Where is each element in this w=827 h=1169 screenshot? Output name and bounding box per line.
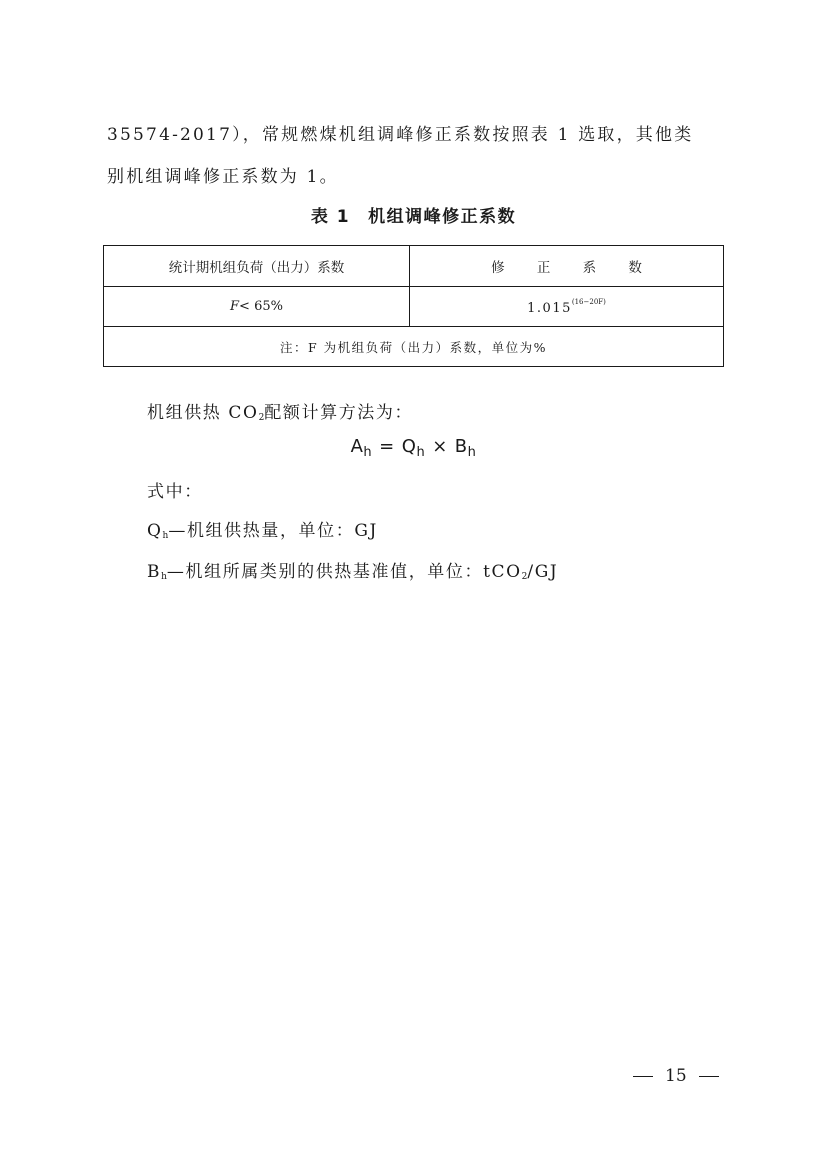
page-number-dash-right bbox=[699, 1076, 719, 1077]
paragraph-line-1: 35574-2017），常规燃煤机组调峰修正系数按照表 1 选取，其他类 bbox=[107, 125, 694, 145]
condition-rest: < 65% bbox=[239, 299, 283, 314]
table-title-number: 表 1 bbox=[310, 207, 351, 227]
bh-definition: $B_h—$机组所属类别的供热基准值，单位：tCO$_2$/GJ bbox=[147, 562, 559, 582]
formula: $A_h = Q_h \times B_h$ bbox=[350, 436, 477, 460]
coefficient-base: 1.015 bbox=[527, 300, 572, 316]
page-number: 15 bbox=[633, 1066, 719, 1086]
coefficient-exponent: (16−20F) bbox=[571, 297, 606, 306]
header-load-factor: 统计期机组负荷（出力）系数 bbox=[104, 246, 410, 287]
table-title bbox=[0, 202, 827, 227]
variable-f: F bbox=[230, 299, 240, 314]
calc-method-line: 机组供热 $CO_2$配额计算方法为： bbox=[147, 403, 414, 423]
table-note: 注：F 为机组负荷（出力）系数，单位为% bbox=[104, 327, 724, 367]
cell-condition bbox=[104, 287, 410, 327]
table-title-text: 机组调峰修正系数 bbox=[368, 207, 517, 227]
cell-coefficient bbox=[410, 287, 724, 327]
table-header-row bbox=[104, 246, 724, 287]
paragraph-line-2: 别机组调峰修正系数为 1。 bbox=[107, 167, 339, 187]
page-number-dash-left bbox=[633, 1076, 653, 1077]
table-note-row bbox=[104, 327, 724, 367]
table-row bbox=[104, 287, 724, 327]
where-label: 式中： bbox=[147, 482, 203, 502]
qh-definition: $Q_h—$机组供热量，单位：GJ bbox=[147, 521, 378, 541]
coefficient-table bbox=[103, 245, 724, 367]
header-correction-coefficient: 修 正 系 数 bbox=[410, 246, 724, 287]
